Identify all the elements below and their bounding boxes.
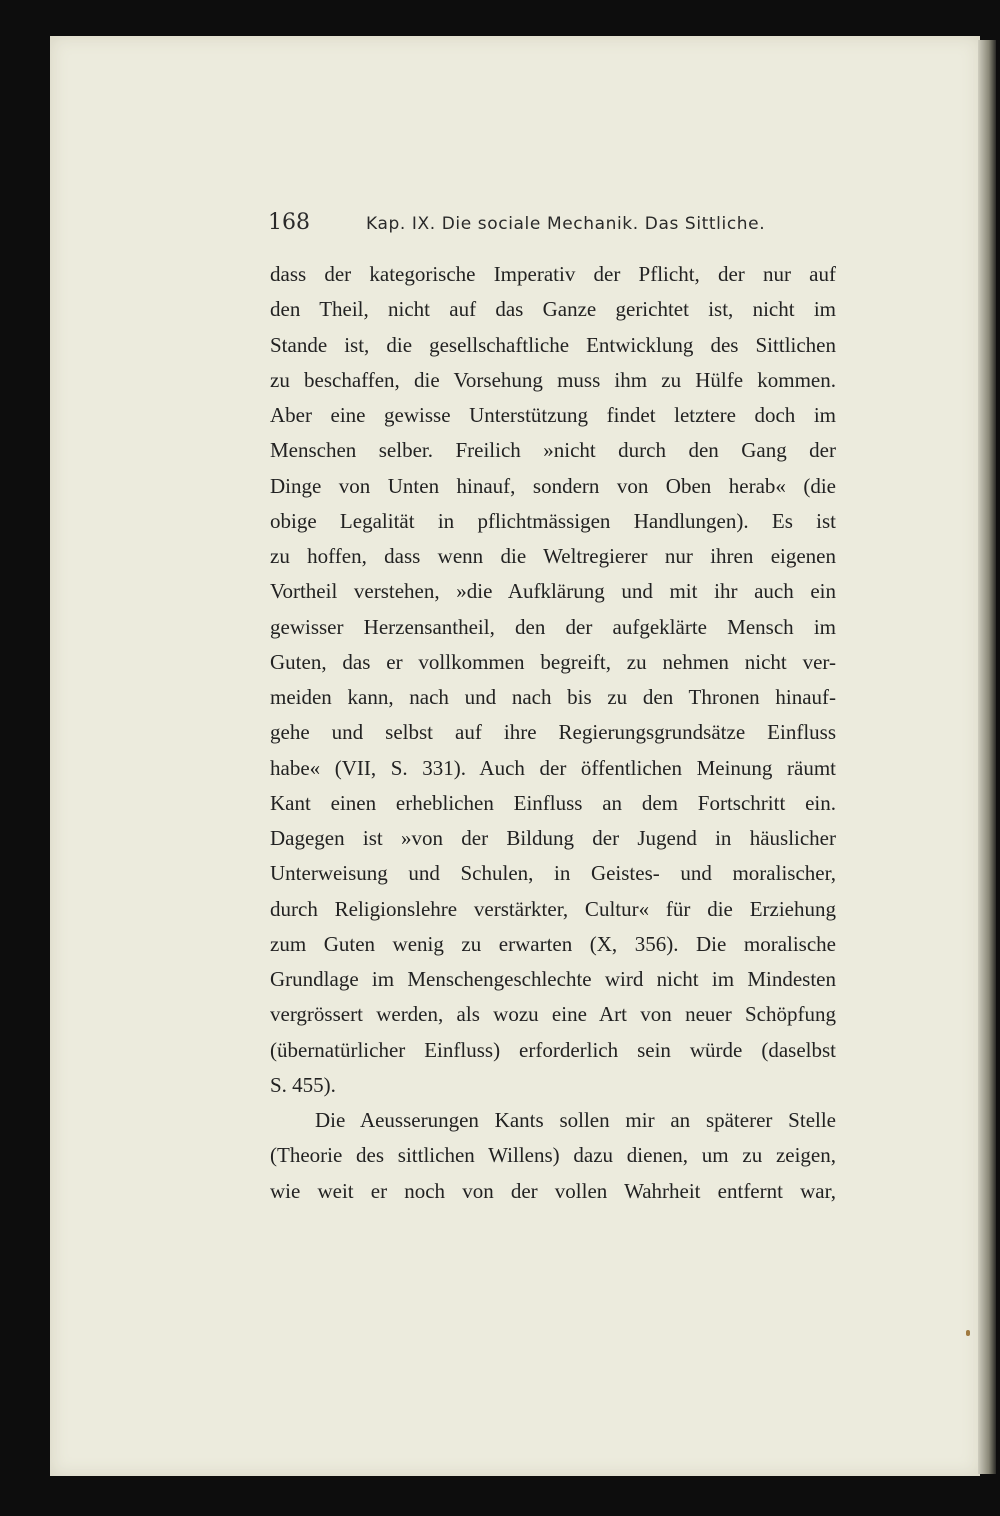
running-title: Kap. IX. Die sociale Mechanik. Das Sittliche. [366, 214, 766, 234]
text-line: gewisser Herzensantheil, den der aufgeklärte Mensch im [270, 614, 836, 639]
text-line: Kant einen erheblichen Einfluss an dem Fortschritt ein. [270, 790, 836, 815]
text-line: vergrössert werden, als wozu eine Art von neuer Schöpfung [270, 1002, 836, 1027]
running-header [268, 208, 838, 242]
text-line: Menschen selber. Freilich »nicht durch den Gang der [270, 438, 836, 463]
text-line: dass der kategorische Imperativ der Pflicht, der nur auf [270, 262, 836, 286]
text-line: Grundlage im Menschengeschlechte wird nicht im Mindesten [270, 967, 836, 991]
text-line: den Theil, nicht auf das Ganze gerichtet ist, nicht im [270, 297, 836, 322]
paragraph-first-line: Die Aeusserungen Kants sollen mir an späterer Stelle [315, 1108, 836, 1132]
text-line: gehe und selbst auf ihre Regierungsgrundsätze Einfluss [270, 720, 836, 745]
text-line: Dagegen ist »von der Bildung der Jugend in häuslicher [270, 826, 836, 850]
body-text [270, 257, 836, 1209]
paper-speck [966, 1330, 970, 1336]
text-line: Unterweisung und Schulen, in Geistes- und moralischer, [270, 861, 836, 886]
page-edge [978, 40, 996, 1474]
text-line: Aber eine gewisse Unterstützung findet letztere doch im [270, 403, 836, 427]
text-line: zum Guten wenig zu erwarten (X, 356). Die moralische [270, 931, 836, 956]
text-line: obige Legalität in pflichtmässigen Handlungen). Es ist [270, 508, 836, 533]
text-line: durch Religionslehre verstärkter, Cultur« für die Erziehung [270, 896, 836, 921]
text-line: meiden kann, nach und nach bis zu den Thronen hinauf- [270, 685, 836, 709]
text-line: zu hoffen, dass wenn die Weltregierer nur ihren eigenen [270, 544, 836, 568]
text-line: S. 455). [270, 1072, 336, 1097]
text-line: habe« (VII, S. 331). Auch der öffentlichen Meinung räumt [270, 755, 836, 780]
text-line: Vortheil verstehen, »die Aufklärung und mit ihr auch ein [270, 579, 836, 604]
text-line: zu beschaffen, die Vorsehung muss ihm zu Hülfe kommen. [270, 367, 836, 392]
text-line: Dinge von Unten hinauf, sondern von Oben herab« (die [270, 473, 836, 498]
text-line: Guten, das er vollkommen begreift, zu nehmen nicht ver- [270, 649, 836, 674]
text-line: wie weit er noch von der vollen Wahrheit entfernt war, [270, 1178, 836, 1203]
text-line: (übernatürlicher Einfluss) erforderlich sein würde (daselbst [270, 1037, 836, 1062]
page-number: 168 [268, 210, 310, 235]
text-line: Stande ist, die gesellschaftliche Entwicklung des Sittlichen [270, 332, 836, 357]
text-line: (Theorie des sittlichen Willens) dazu dienen, um zu zeigen, [270, 1143, 836, 1168]
